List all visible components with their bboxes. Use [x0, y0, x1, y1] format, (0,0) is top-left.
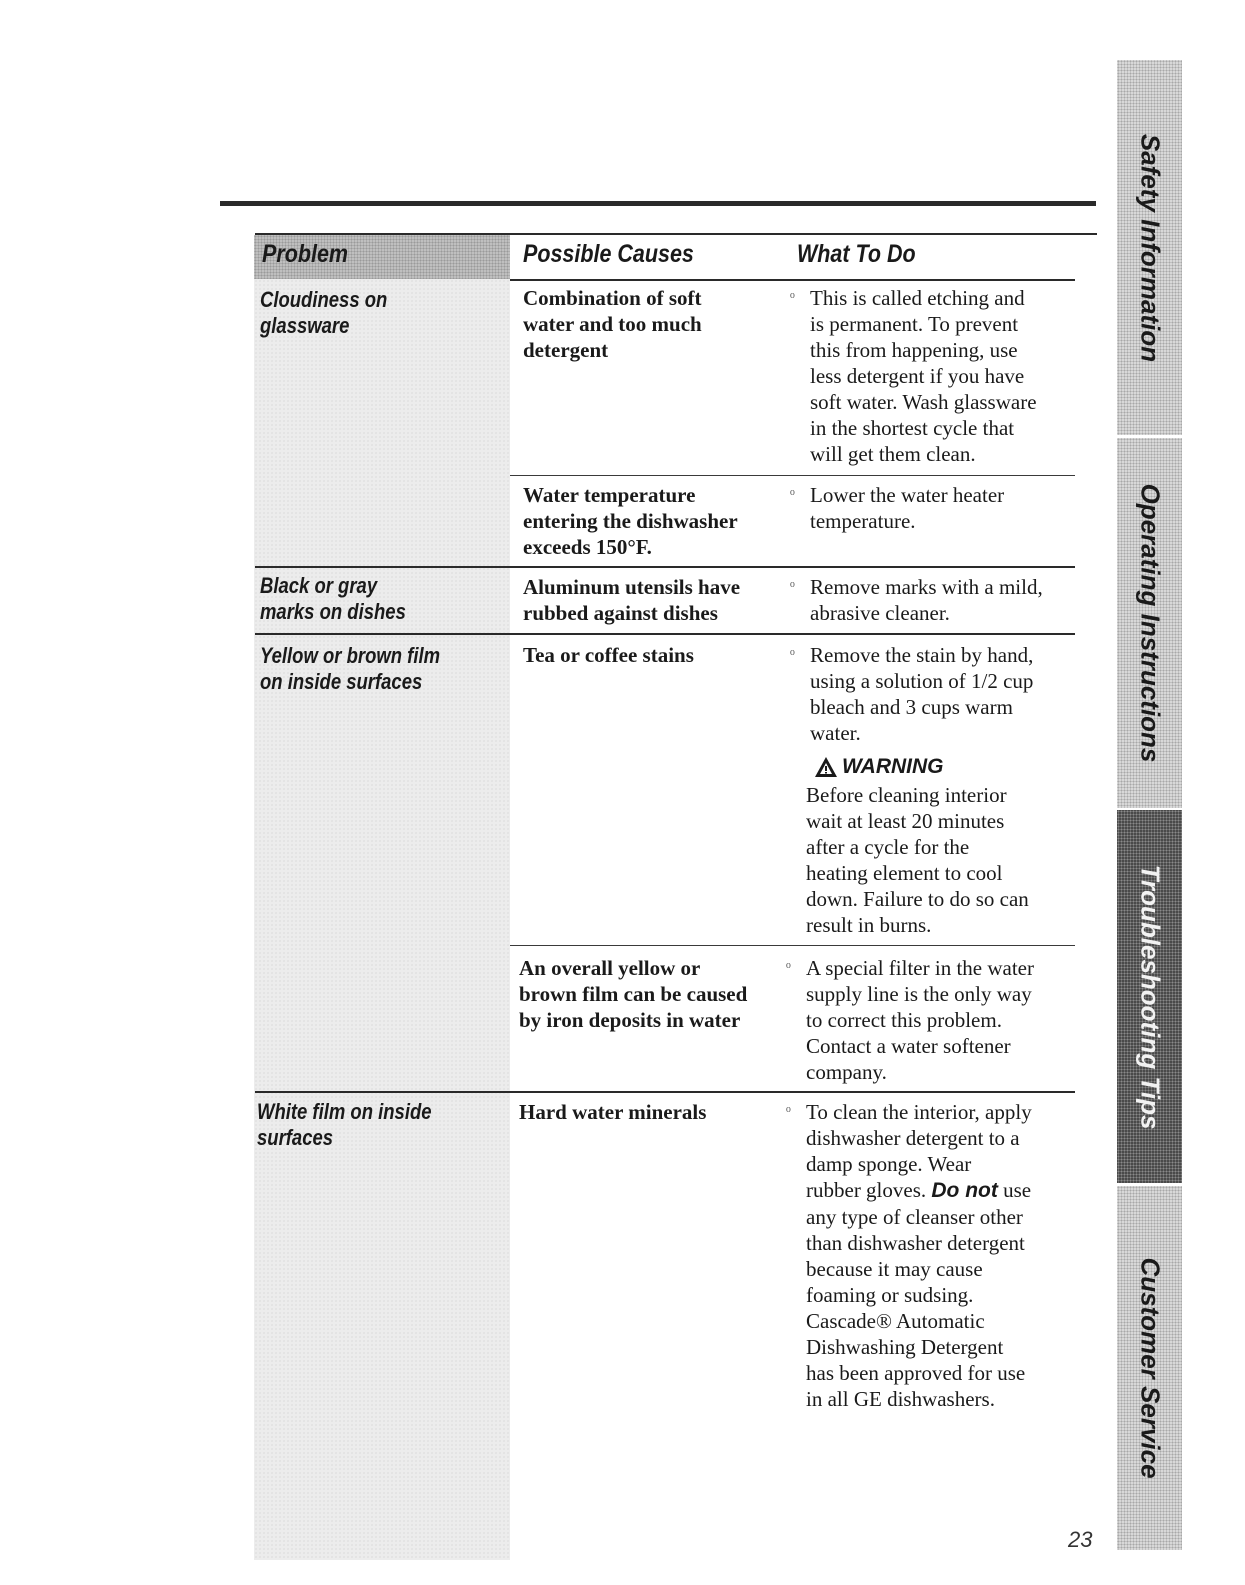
bullet-icon: ⁰	[786, 1105, 791, 1119]
row-divider	[255, 633, 1075, 635]
bullet-icon: ⁰	[790, 291, 795, 305]
do-not-emphasis: Do not	[931, 1179, 998, 1202]
tab-operating-instructions[interactable]: Operating Instructions	[1117, 438, 1182, 808]
cause-aluminum-utensils: Aluminum utensils have rubbed against dishes	[523, 575, 741, 625]
problem-black-gray-marks: Black or gray marks on dishes	[260, 573, 406, 624]
tab-safety-information[interactable]: Safety Information	[1117, 60, 1182, 435]
problem-white-film: White film on inside surfaces	[257, 1099, 432, 1150]
page-number: 23	[1068, 1527, 1093, 1552]
row-divider	[510, 945, 1075, 946]
todo-etching: ⁰ This is called etching and is permanent. To prevent this from happening, use less detergent if you have soft water. Wash glassware in the shortest cycle that will get them clean.	[790, 286, 1037, 466]
cause-hard-water-minerals: Hard water minerals	[519, 1100, 707, 1124]
problem-column-shading	[254, 235, 510, 1560]
cause-soft-water-detergent: Combination of soft water and too much detergent	[523, 286, 702, 362]
header-rule	[255, 233, 1097, 235]
section-tabs	[1117, 60, 1182, 1550]
top-rule	[220, 201, 1096, 206]
todo-clean-interior: ⁰ To clean the interior, apply dishwasher detergent to a damp sponge. Wear rubber gloves. Do not use any type of cleanser other than dishwasher detergent because it may cause foaming or sudsing. Cascade® Automatic Dishwashing Detergent has been approved for use in all GE dishwashers.	[786, 1100, 1032, 1411]
tab-troubleshooting-tips[interactable]: Troubleshooting Tips	[1117, 810, 1182, 1183]
bullet-icon: ⁰	[786, 961, 791, 975]
header-problem: Problem	[262, 240, 349, 268]
bullet-icon: ⁰	[790, 648, 795, 662]
header-what-to-do: What To Do	[797, 240, 916, 268]
warning-title: WARNING	[814, 755, 944, 779]
bullet-icon: ⁰	[790, 488, 795, 502]
bullet-icon: ⁰	[790, 580, 795, 594]
todo-lower-heater: ⁰ Lower the water heater temperature.	[790, 483, 1005, 533]
todo-remove-marks: ⁰ Remove marks with a mild, abrasive cleaner.	[790, 575, 1043, 625]
row-divider	[510, 475, 1075, 476]
problem-yellow-brown-film: Yellow or brown film on inside surfaces	[260, 643, 441, 694]
tab-customer-service[interactable]: Customer Service	[1117, 1186, 1182, 1550]
problem-cloudiness: Cloudiness on glassware	[260, 287, 388, 338]
warning-triangle-icon	[814, 756, 838, 778]
header-possible-causes: Possible Causes	[523, 240, 694, 268]
header-bottom-rule	[510, 279, 1075, 281]
warning-text: Before cleaning interior wait at least 20 minutes after a cycle for the heating element to cool down. Failure to do so can result in burns.	[806, 783, 1029, 937]
row-divider	[255, 1091, 1075, 1093]
row-divider	[255, 566, 1075, 568]
cause-tea-coffee: Tea or coffee stains	[523, 643, 694, 667]
cause-water-temperature: Water temperature entering the dishwasher exceeds 150°F.	[523, 483, 738, 559]
todo-special-filter: ⁰ A special filter in the water supply line is the only way to correct this problem. Contact a water softener company.	[786, 956, 1034, 1084]
todo-remove-stain: ⁰ Remove the stain by hand, using a solution of 1/2 cup bleach and 3 cups warm water.	[790, 643, 1034, 745]
cause-iron-deposits: An overall yellow or brown film can be caused by iron deposits in water	[519, 956, 748, 1032]
